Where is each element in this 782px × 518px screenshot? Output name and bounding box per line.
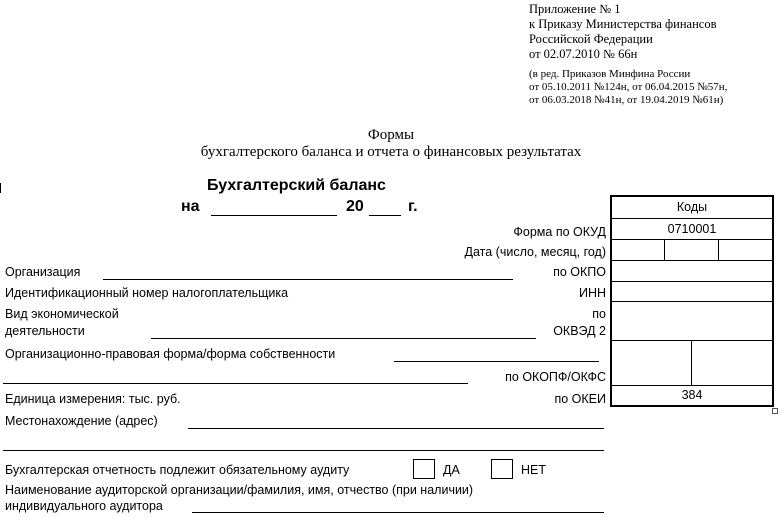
okei-value[interactable]: 384 <box>610 385 774 407</box>
left-marker <box>0 183 1 193</box>
date-month-cell[interactable] <box>664 239 719 261</box>
edition-block <box>529 68 727 107</box>
okved-label-2: ОКВЭД 2 <box>553 324 606 338</box>
org-input-line[interactable] <box>103 279 513 280</box>
okfs-cell[interactable] <box>691 340 774 386</box>
appendix-block <box>529 2 727 107</box>
date-input-line[interactable] <box>211 215 337 216</box>
balance-on-label: на <box>181 198 200 215</box>
okei-label: по ОКЕИ <box>554 392 606 406</box>
date-year-cell[interactable] <box>718 239 774 261</box>
year-input-line[interactable] <box>369 215 401 216</box>
audit-yes-label: ДА <box>443 463 460 477</box>
balance-title: Бухгалтерский баланс <box>207 177 386 194</box>
inn-label: ИНН <box>578 286 606 300</box>
date-label: Дата (число, месяц, год) <box>464 245 606 259</box>
year-suffix: г. <box>408 198 418 215</box>
edition-line: от 06.03.2018 №41н, от 19.04.2019 №61н) <box>529 94 724 106</box>
okpo-label: по ОКПО <box>553 265 606 279</box>
auditor-input-line[interactable] <box>192 512 604 513</box>
okopf-cell[interactable] <box>610 340 692 386</box>
selection-handle[interactable] <box>772 408 778 414</box>
forms-title <box>0 127 782 161</box>
year-prefix: 20 <box>346 198 364 215</box>
legal-form-label: Организационно-правовая форма/форма собственности <box>5 347 336 361</box>
unit-label: Единица измерения: тыс. руб. <box>5 392 181 406</box>
audit-no-checkbox[interactable] <box>491 459 513 479</box>
appendix-line: к Приказу Министерства финансов <box>529 17 717 31</box>
okved-label-1: по <box>592 307 606 321</box>
address-input-line-2[interactable] <box>3 450 604 451</box>
legal-form-input-line-2[interactable] <box>3 383 468 384</box>
appendix-line: Российской Федерации <box>529 32 653 46</box>
audit-yes-checkbox[interactable] <box>413 459 435 479</box>
edition-line: от 05.10.2011 №124н, от 06.04.2015 №57н, <box>529 81 728 93</box>
address-label: Местонахождение (адрес) <box>5 414 158 428</box>
org-label: Организация <box>5 265 81 279</box>
activity-label-1: Вид экономической <box>5 307 119 321</box>
legal-form-input-line[interactable] <box>394 361 599 362</box>
appendix-line: от 02.07.2010 № 66н <box>529 47 638 61</box>
inn-field-label: Идентификационный номер налогоплательщика <box>5 286 289 300</box>
auditor-label-2: индивидуального аудитора <box>5 499 163 513</box>
okopf-label: по ОКОПФ/ОКФС <box>505 370 606 384</box>
forms-title-line1: Формы <box>367 127 415 143</box>
okud-label: Форма по ОКУД <box>513 225 606 239</box>
codes-header: Коды <box>610 195 774 219</box>
activity-input-line[interactable] <box>151 338 536 339</box>
audit-no-label: НЕТ <box>521 463 546 477</box>
appendix-line: Приложение № 1 <box>529 2 621 16</box>
activity-label-2: деятельности <box>5 324 85 338</box>
address-input-line[interactable] <box>188 428 604 429</box>
forms-title-line2: бухгалтерского баланса и отчета о финансовых результатах <box>200 144 582 160</box>
auditor-label-1: Наименование аудиторской организации/фамилия, имя, отчество (при наличии) <box>5 483 474 497</box>
edition-line: (в ред. Приказов Минфина России <box>529 68 691 80</box>
okud-value[interactable]: 0710001 <box>610 218 774 240</box>
okpo-cell[interactable] <box>610 260 774 282</box>
audit-question: Бухгалтерская отчетность подлежит обязательному аудиту <box>5 463 350 477</box>
date-day-cell[interactable] <box>610 239 665 261</box>
inn-cell[interactable] <box>610 281 774 302</box>
okved-cell[interactable] <box>610 301 774 341</box>
